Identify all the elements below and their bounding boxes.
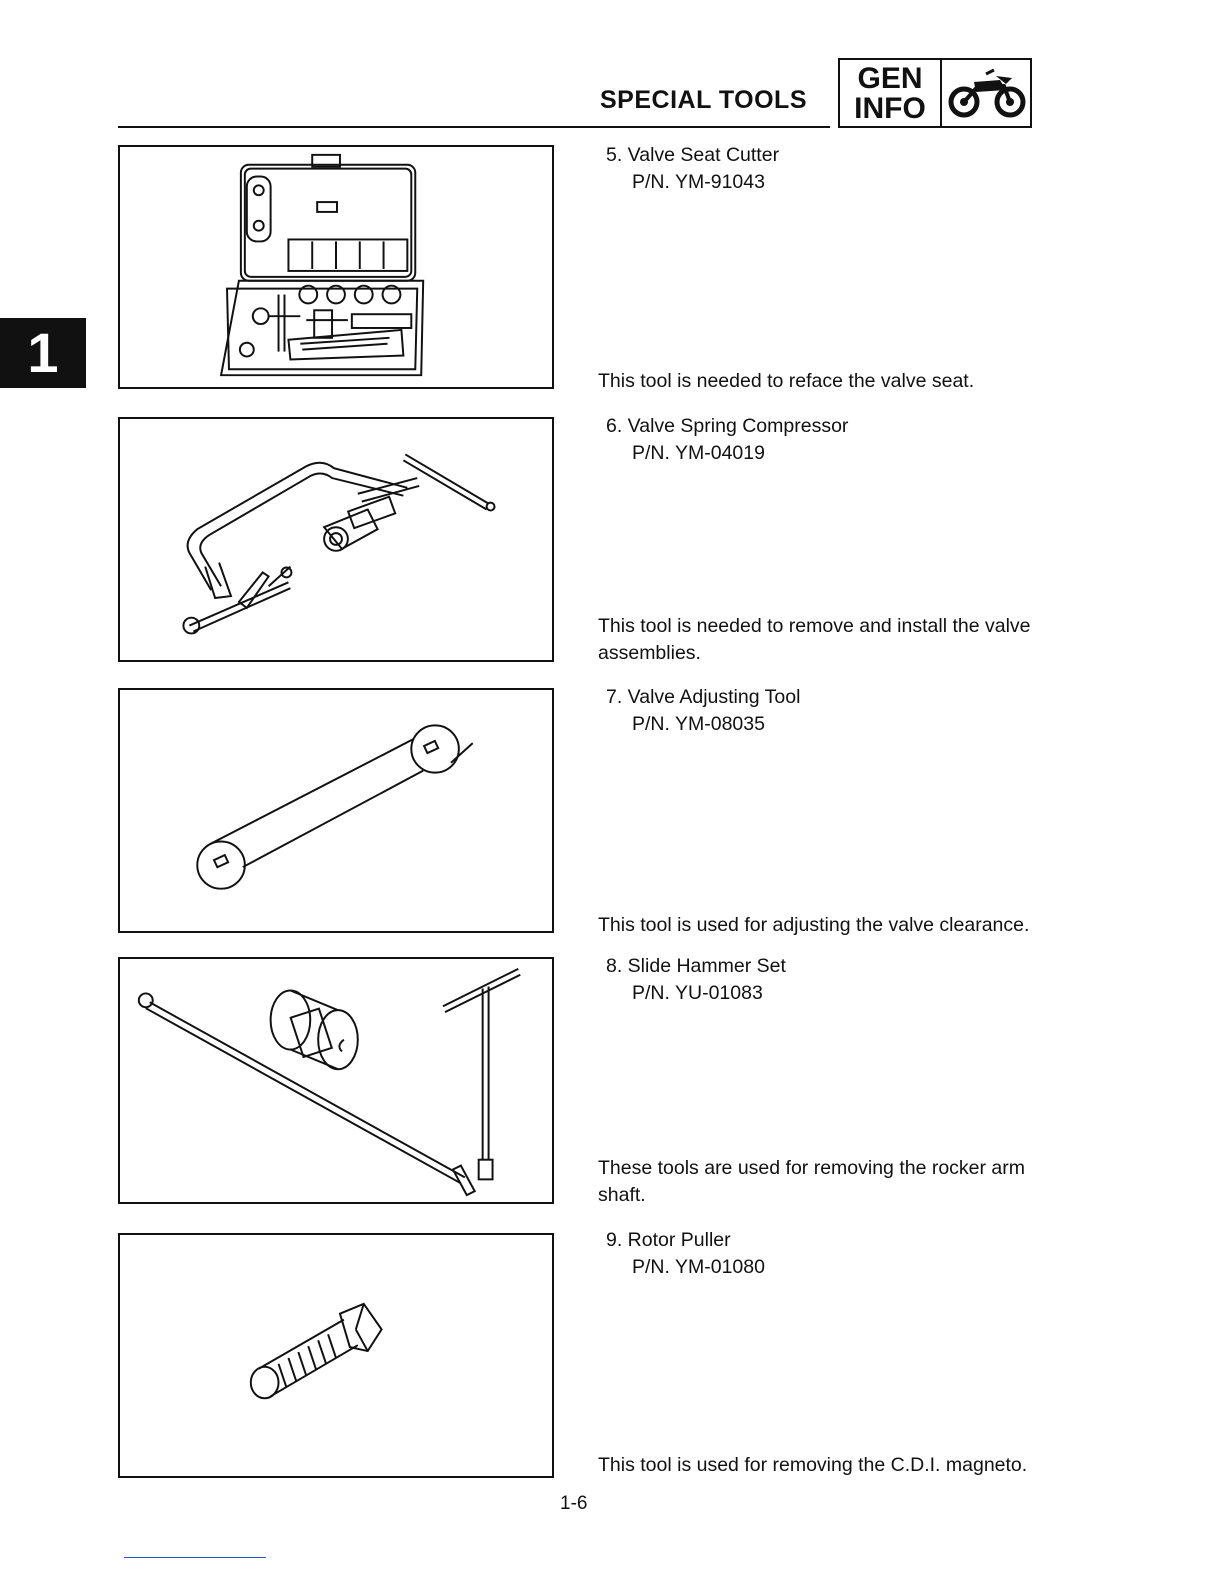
- tool-part-number: P/N. YM-08035: [632, 713, 765, 735]
- tool-description: This tool is used for adjusting the valve clearance.: [598, 914, 1030, 936]
- motorcycle-icon: [946, 64, 1028, 124]
- tool-title: 5. Valve Seat Cutter: [606, 144, 780, 166]
- tool-part-number: P/N. YM-01080: [632, 1256, 765, 1278]
- valve-adjusting-tool-illustration: [118, 688, 554, 933]
- tool-title: 8. Slide Hammer Set: [606, 955, 786, 977]
- badge-line-gen: GEN: [857, 62, 923, 95]
- footer-line: [124, 1557, 266, 1558]
- chapter-tab: 1: [0, 318, 86, 388]
- tool-title: 7. Valve Adjusting Tool: [606, 686, 801, 708]
- tool-description: This tool is needed to remove and install the valve assemblies.: [598, 615, 1031, 664]
- tool-entry-7: [598, 684, 1038, 738]
- tool-entry-5: [598, 142, 1038, 196]
- valve-spring-compressor-illustration: [118, 417, 554, 662]
- section-badge: [838, 58, 1032, 128]
- tool-part-number: P/N. YU-01083: [632, 982, 763, 1004]
- tool-entry-8: [598, 953, 1038, 1007]
- header-rule: [118, 126, 830, 128]
- tool-title: 9. Rotor Puller: [606, 1229, 731, 1251]
- tool-description: This tool is used for removing the C.D.I. magneto.: [598, 1454, 1028, 1476]
- tool-entry-6: [598, 413, 1038, 467]
- tool-title: 6. Valve Spring Compressor: [606, 415, 849, 437]
- tool-part-number: P/N. YM-91043: [632, 171, 765, 193]
- tool-description: These tools are used for removing the rocker arm shaft.: [598, 1157, 1026, 1206]
- badge-line-info: INFO: [854, 92, 926, 125]
- page-number: 1-6: [560, 1493, 588, 1514]
- slide-hammer-set-illustration: [118, 957, 554, 1204]
- page-title: SPECIAL TOOLS: [600, 86, 808, 114]
- valve-seat-cutter-kit-illustration: [118, 145, 554, 389]
- tool-description: This tool is needed to reface the valve seat.: [598, 370, 975, 392]
- tool-part-number: P/N. YM-04019: [632, 442, 765, 464]
- section-badge-text: [840, 60, 942, 126]
- tool-entry-9: [598, 1227, 1038, 1281]
- rotor-puller-illustration: [118, 1233, 554, 1478]
